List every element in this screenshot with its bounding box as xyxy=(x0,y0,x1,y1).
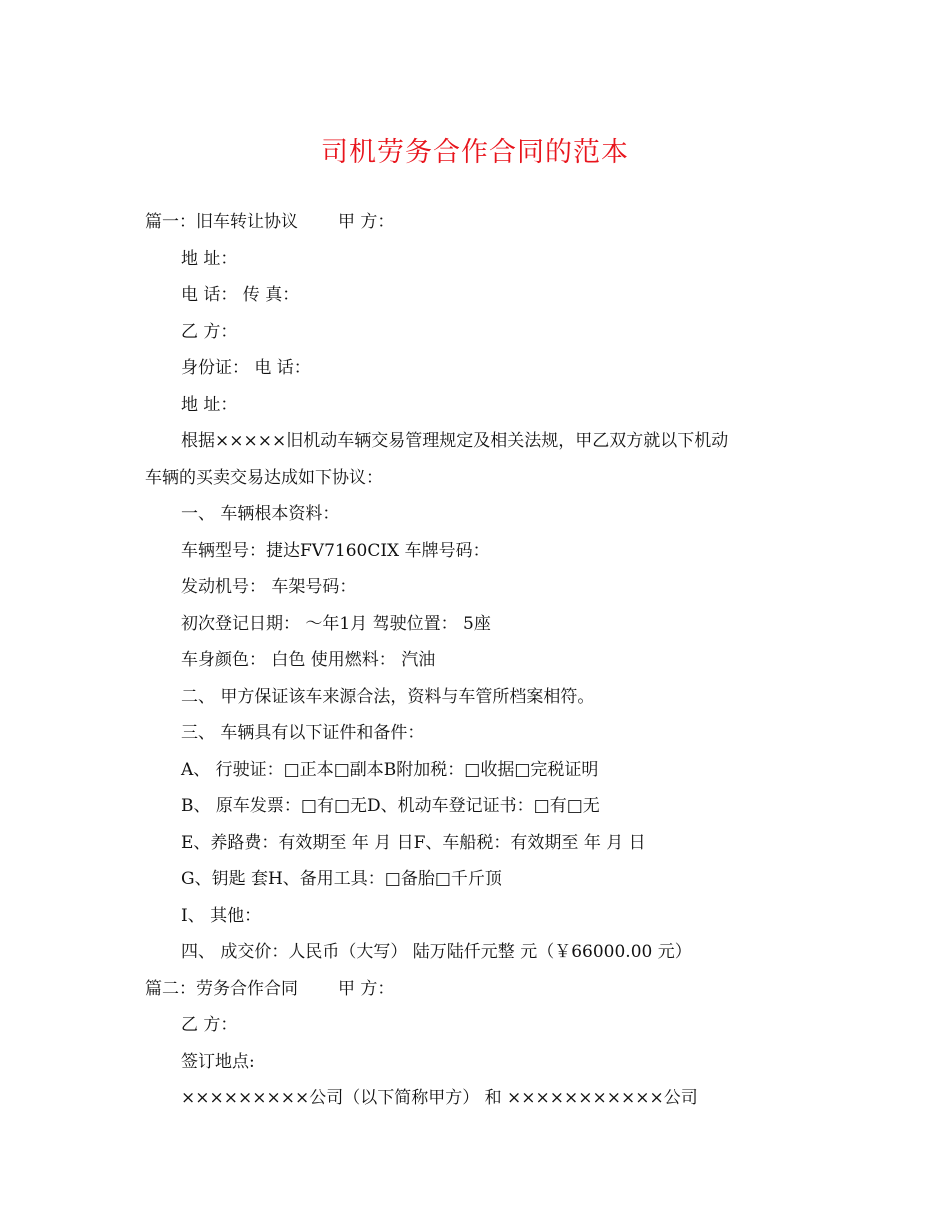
part1-item-b: B、 原车发票：□有□无D、机动车登记证书：□有□无 xyxy=(181,796,600,816)
part1-model: 车辆型号：捷达FV7160CIX 车牌号码： xyxy=(181,540,490,561)
part1-engine: 发动机号： 车架号码： xyxy=(181,577,357,597)
document-title: 司机劳务合作合同的范本 xyxy=(321,137,629,168)
part2-parties-line: ×××××××××公司（以下简称甲方） 和 ×××××××××××公司 xyxy=(181,1088,698,1108)
part1-item-e: E、养路费：有效期至 年 月 日F、车船税：有效期至 年 月 日 xyxy=(181,832,646,853)
part1-heading: 篇一：旧车转让协议 xyxy=(145,212,298,232)
part1-item-a: A、 行驶证：□正本□副本B附加税：□收据□完税证明 xyxy=(181,759,599,780)
part1-reg-date: 初次登记日期： ～年1月 驾驶位置： 5座 xyxy=(181,613,491,634)
part1-section4: 四、 成交价：人民币（大写） 陆万陆仟元整 元（￥66000.00 元） xyxy=(181,942,692,962)
part1-phone-fax: 电 话： 传 真： xyxy=(181,285,300,305)
part1-item-g: G、钥匙 套H、备用工具：□备胎□千斤顶 xyxy=(181,869,502,889)
part1-section1: 一、 车辆根本资料： xyxy=(181,504,340,524)
part2-party-a: 甲 方： xyxy=(338,978,395,999)
part1-intro-line1: 根据×××××旧机动车辆交易管理规定及相关法规，甲乙双方就以下机动 xyxy=(181,431,729,451)
part1-section2: 二、 甲方保证该车来源合法，资料与车管所档案相符。 xyxy=(181,686,595,707)
part2-party-b: 乙 方： xyxy=(181,1015,238,1035)
part1-address-a: 地 址： xyxy=(181,248,238,269)
document-body xyxy=(145,204,815,1117)
part1-section3: 三、 车辆具有以下证件和备件： xyxy=(181,723,425,743)
part1-party-b: 乙 方： xyxy=(181,321,238,342)
part1-color-fuel: 车身颜色： 白色 使用燃料： 汽油 xyxy=(181,650,436,670)
part1-party-a: 甲 方： xyxy=(338,212,395,232)
part1-heading-line xyxy=(145,204,815,241)
part2-heading: 篇二：劳务合作合同 xyxy=(145,978,298,999)
part1-address-b: 地 址： xyxy=(181,394,238,415)
part1-id-phone: 身份证： 电 话： xyxy=(181,358,311,378)
part1-intro-line2: 车辆的买卖交易达成如下协议： xyxy=(145,467,383,488)
part2-place: 签订地点: xyxy=(181,1051,255,1072)
part2-heading-line xyxy=(145,971,815,1008)
part1-item-i: I、 其他： xyxy=(181,905,262,926)
